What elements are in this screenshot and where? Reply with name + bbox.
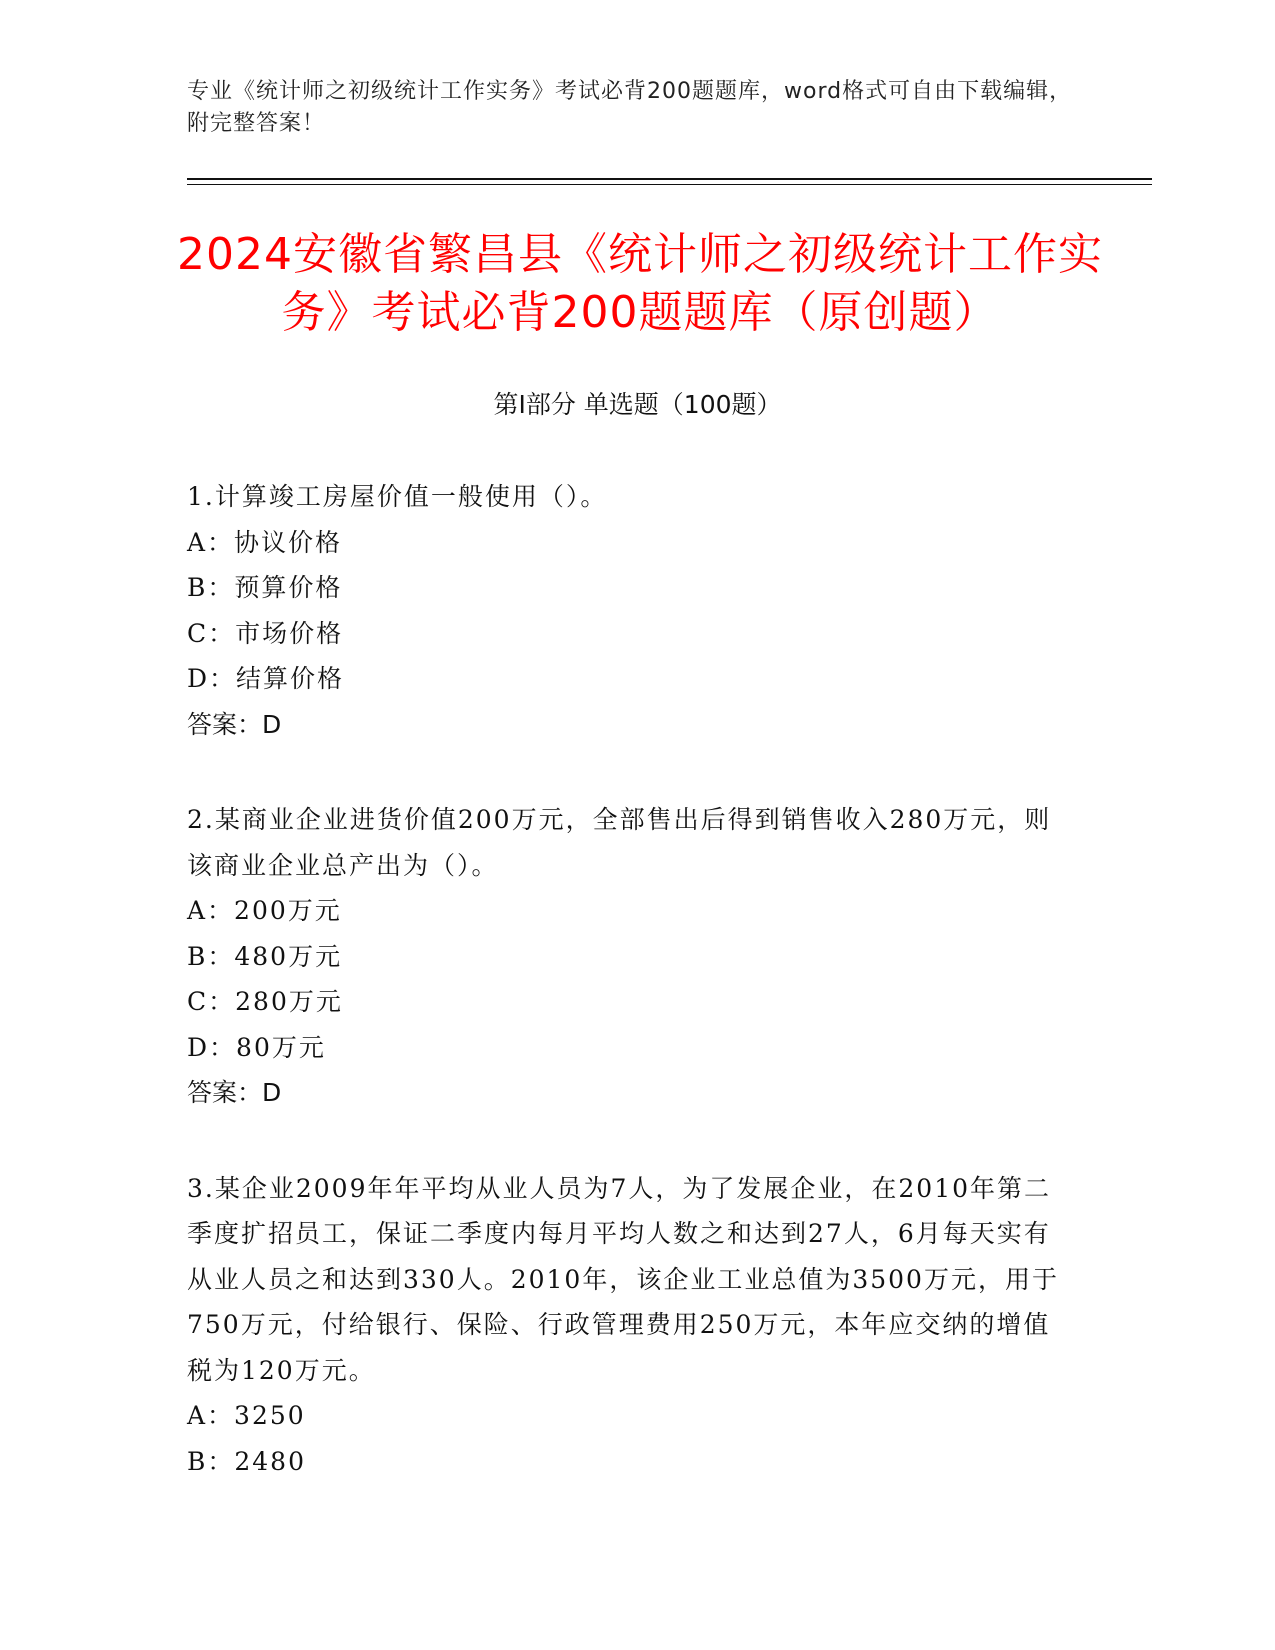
question-3 <box>187 1166 1067 1485</box>
question-list <box>187 474 1067 1534</box>
option-c: C：280万元 <box>187 987 343 1016</box>
question-stem: 3.某企业2009年年平均从业人员为7人，为了发展企业，在2010年第二季度扩招员工，保证二季度内每月平均人数之和达到27人，6月每天实有从业人员之和达到330人。2010年，该企业工业总值为3500万元，用于750万元，付给银行、保险、行政管理费用250万元，本年应交纳的增值税为120万元。 <box>187 1173 1059 1385</box>
section-heading: 第Ⅰ部分 单选题（100题） <box>493 390 782 419</box>
header-rule-thick <box>187 178 1152 180</box>
question-1 <box>187 474 1067 747</box>
option-a: A：200万元 <box>187 896 342 925</box>
answer: 答案：D <box>187 709 282 739</box>
question-stem: 2.某商业企业进货价值200万元，全部售出后得到销售收入280万元，则该商业企业总产出为（）。 <box>187 805 1052 880</box>
question-2 <box>187 797 1067 1116</box>
option-b: B：2480 <box>187 1446 306 1476</box>
option-c: C：市场价格 <box>187 618 344 648</box>
option-b: B：480万元 <box>187 941 343 971</box>
header-note: 专业《统计师之初级统计工作实务》考试必背200题题库，word格式可自由下载编辑，附完整答案！ <box>187 79 1073 136</box>
option-d: D：结算价格 <box>187 664 345 693</box>
document-title: 2024安徽省繁昌县《统计师之初级统计工作实务》考试必背200题题库（原创题） <box>177 229 1103 338</box>
header-rule-thin <box>187 184 1152 185</box>
answer: 答案：D <box>187 1078 282 1107</box>
option-a: A：3250 <box>187 1401 306 1430</box>
option-b: B：预算价格 <box>187 573 343 602</box>
option-a: A：协议价格 <box>187 527 343 557</box>
question-stem: 1.计算竣工房屋价值一般使用（）。 <box>187 482 608 511</box>
option-d: D：80万元 <box>187 1032 326 1062</box>
